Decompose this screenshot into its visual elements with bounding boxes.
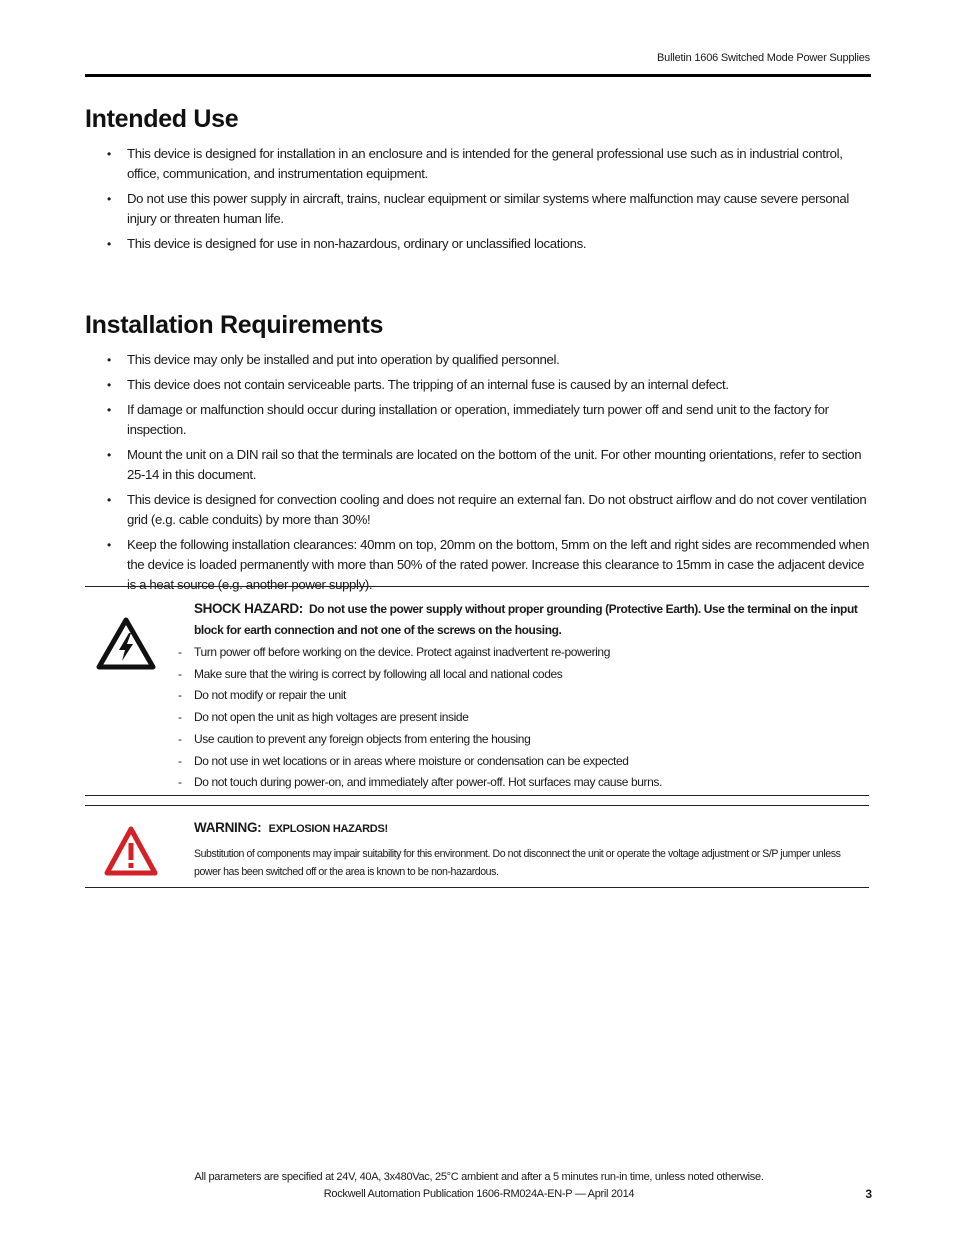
explosion-warning-content: [194, 819, 869, 881]
list-item: • This device is designed for installation in an enclosure and is intended for the general professional use such as in industrial control, office, communication, and instrumentation equipment.: [85, 144, 875, 184]
warning-title: [194, 819, 869, 838]
list-item: • This device does not contain serviceable parts. The tripping of an internal fuse is caused by an internal defect.: [85, 375, 875, 395]
installation-requirements-list: [85, 350, 875, 600]
list-item: - Do not modify or repair the unit: [194, 685, 869, 707]
exclamation-warning-icon: [104, 826, 158, 881]
shock-hazard-content: [194, 598, 869, 794]
warning-body: Substitution of components may impair suitability for this environment. Do not disconnect the unit or operate the voltage adjustment or S/P jumper unless power has been switched off or the area is known to be non-hazardous.: [194, 848, 841, 878]
page-number: 3: [865, 1187, 872, 1201]
warning-label: WARNING:: [194, 820, 262, 835]
list-item: • If damage or malfunction should occur during installation or operation, immediately turn power off and send unit to the factory for inspection.: [85, 400, 875, 440]
shock-hazard-statement: Do not use the power supply without proper grounding (Protective Earth). Use the terminal on the input block for earth connection and not one of the screws on the housing.: [194, 602, 858, 637]
list-item: • This device is designed for use in non-hazardous, ordinary or unclassified locations.: [85, 234, 875, 254]
electric-shock-warning-icon: [96, 617, 156, 676]
section-heading-installation-requirements: Installation Requirements: [85, 311, 384, 339]
shock-hazard-title: [194, 598, 869, 641]
list-item: • This device is designed for convection cooling and does not require an external fan. Do not obstruct airflow and do not cover ventilation grid (e.g. cable conduits) by more than 30%!: [85, 490, 875, 530]
footer-note: All parameters are specified at 24V, 40A, 3x480Vac, 25°C ambient and after a 5 minutes run-in time, unless noted otherwise.: [194, 1171, 764, 1183]
shock-hazard-label: SHOCK HAZARD:: [194, 601, 303, 616]
section-heading-intended-use: Intended Use: [85, 105, 239, 133]
shock-hazard-list: [194, 642, 869, 794]
explosion-warning-box: [85, 805, 869, 888]
footer-publication: Rockwell Automation Publication 1606-RM024A-EN-P — April 2014: [323, 1188, 635, 1200]
list-item: - Turn power off before working on the device. Protect against inadvertent re-powering: [194, 642, 869, 664]
list-item: • This device may only be installed and put into operation by qualified personnel.: [85, 350, 875, 370]
list-item: • Do not use this power supply in aircraft, trains, nuclear equipment or similar systems where malfunction may cause severe personal injury or threaten human life.: [85, 189, 875, 229]
running-header: Bulletin 1606 Switched Mode Power Supplies: [657, 52, 870, 64]
list-item: - Do not touch during power-on, and immediately after power-off. Hot surfaces may cause burns.: [194, 772, 869, 794]
shock-hazard-box: [85, 586, 869, 796]
list-item: - Make sure that the wiring is correct by following all local and national codes: [194, 664, 869, 686]
header-rule: [85, 74, 871, 77]
list-item: - Do not open the unit as high voltages are present inside: [194, 707, 869, 729]
intended-use-list: [85, 144, 875, 259]
list-item: • Mount the unit on a DIN rail so that the terminals are located on the bottom of the unit. For other mounting orientations, refer to section 25-14 in this document.: [85, 445, 875, 485]
list-item: • Keep the following installation clearances: 40mm on top, 20mm on the bottom, 5mm on the left and right sides are recommended when the device is loaded permanently with more than 50% of the rated power. Increase this clearance to 15mm in case the adjacent device is a heat source (e.g. another power supply).: [85, 535, 875, 595]
list-item: - Do not use in wet locations or in areas where moisture or condensation can be expected: [194, 751, 869, 773]
list-item: - Use caution to prevent any foreign objects from entering the housing: [194, 729, 869, 751]
warning-sublabel: EXPLOSION HAZARDS!: [268, 823, 388, 835]
